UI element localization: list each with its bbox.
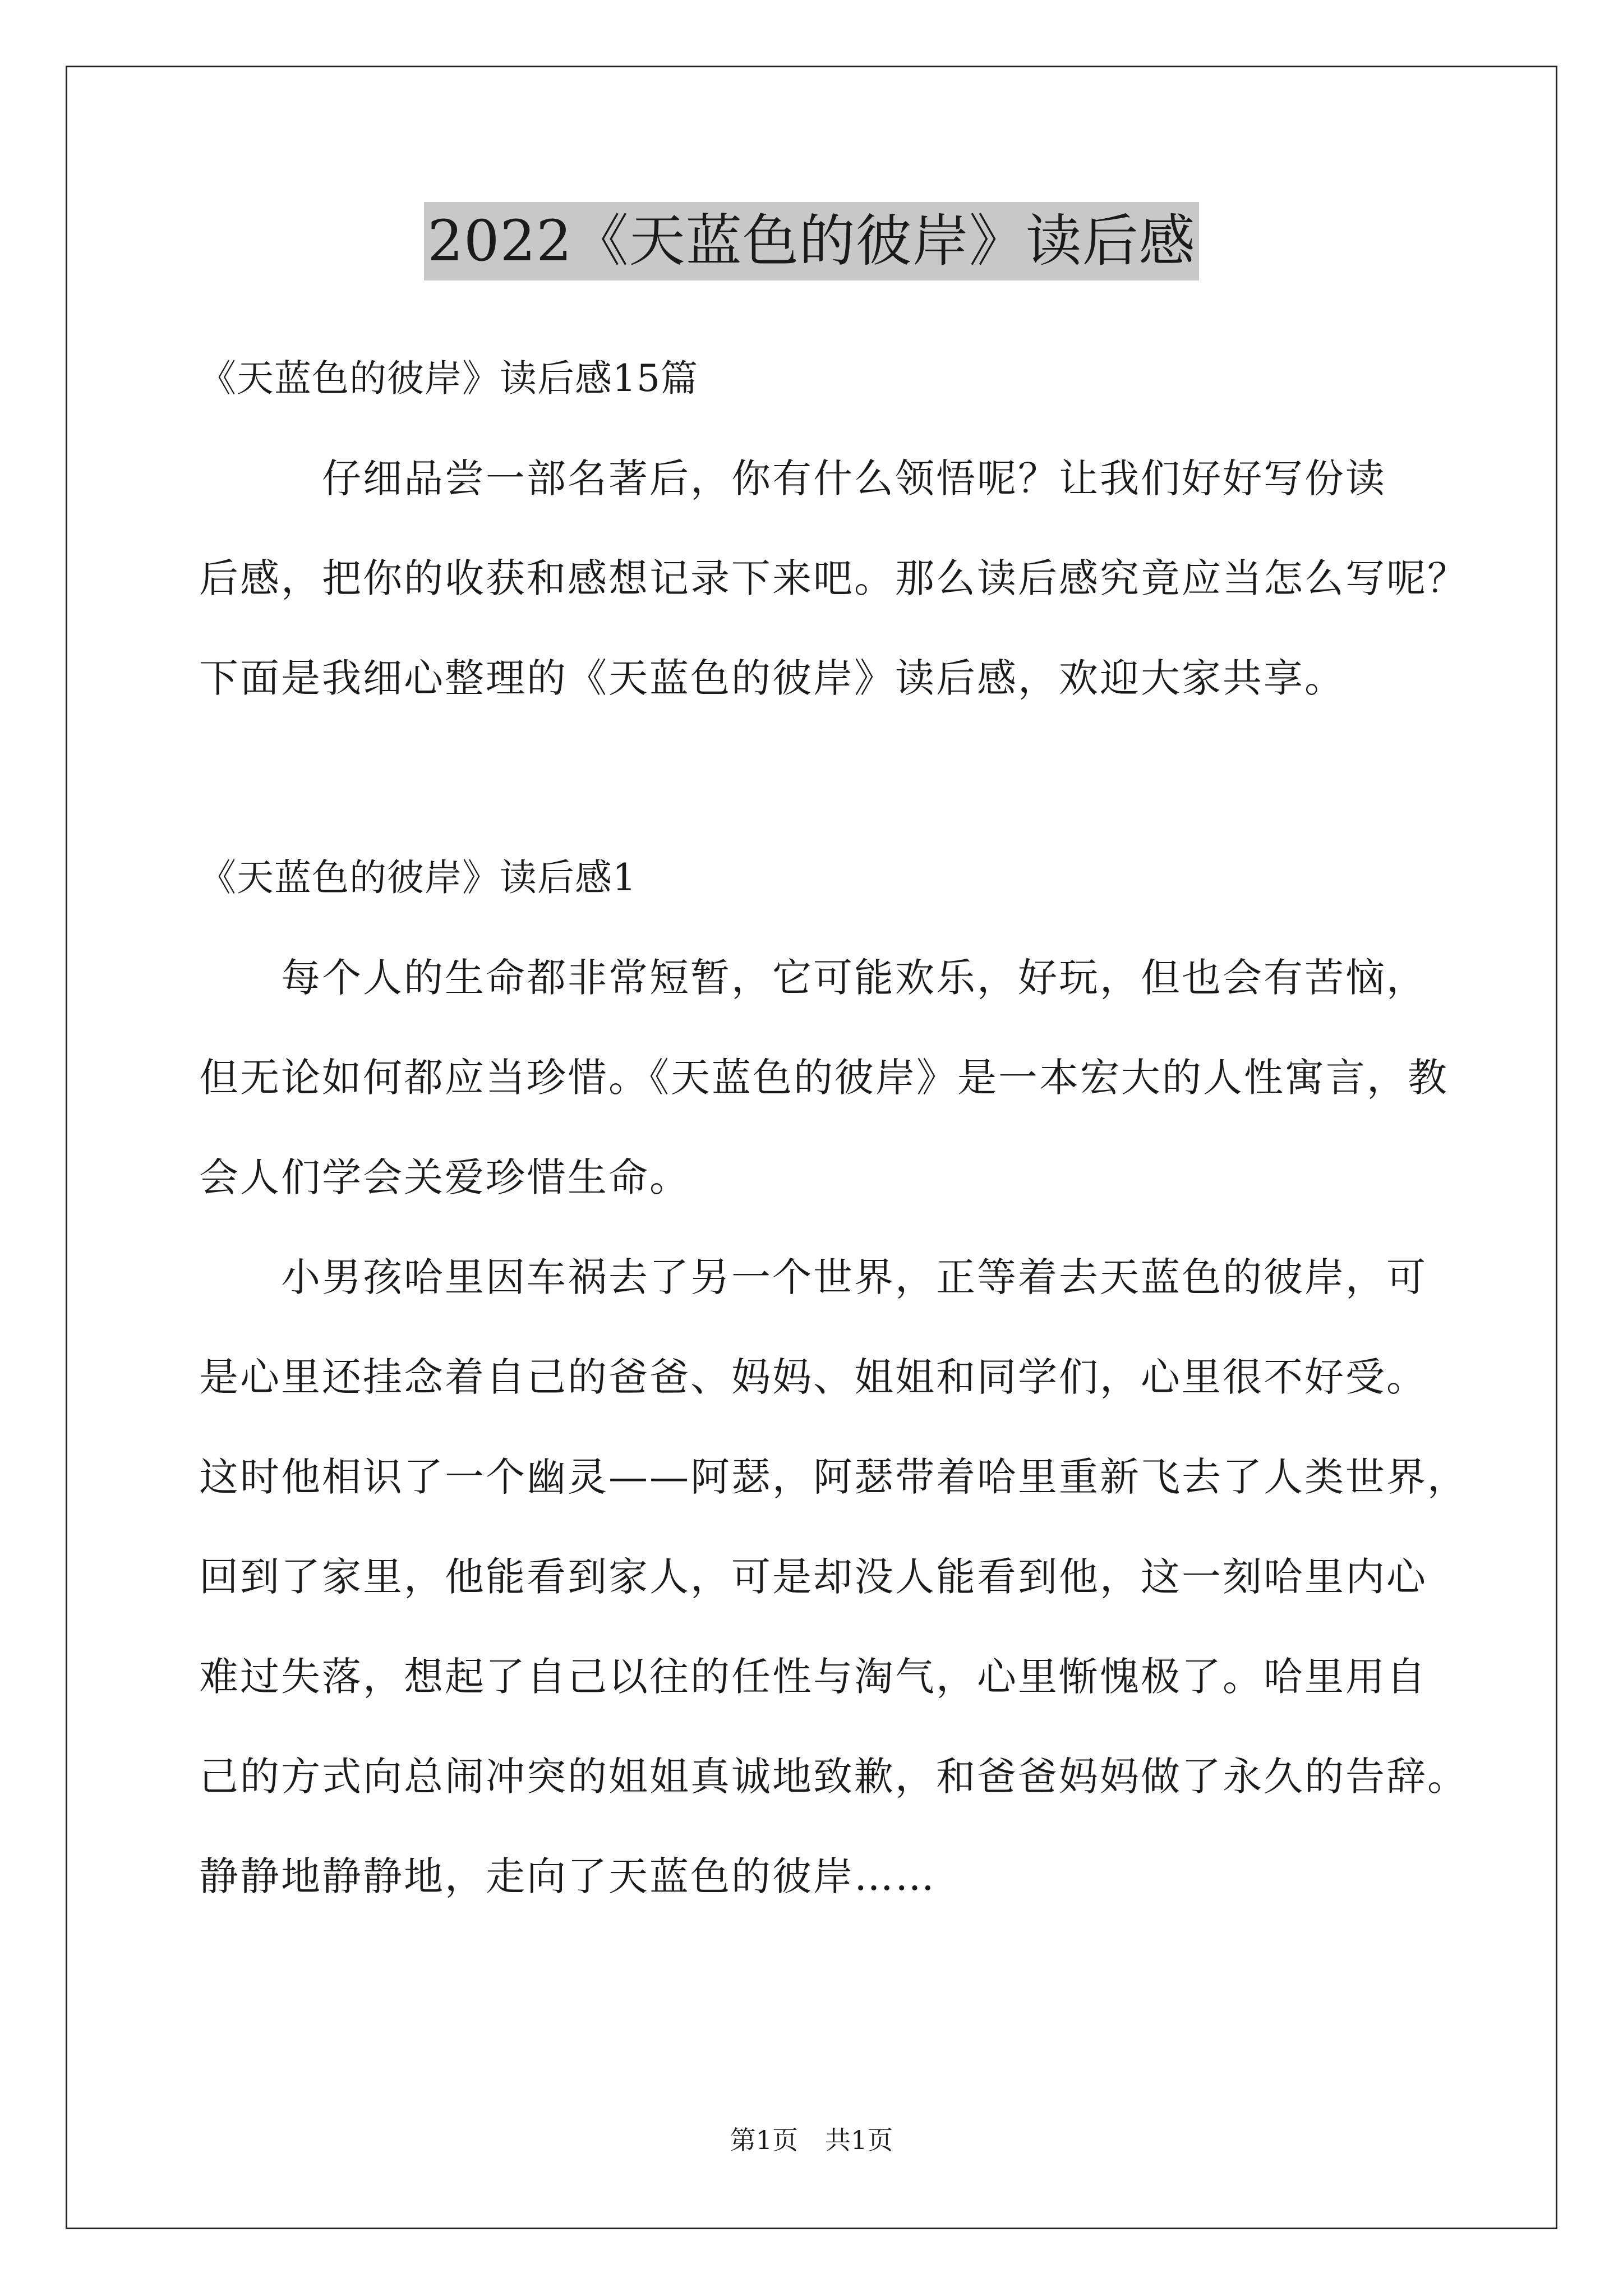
text-line: 小男孩哈里因车祸去了另一个世界，正等着去天蓝色的彼岸，可 (281, 1254, 1427, 1300)
text-line: 己的方式向总闹冲突的姐姐真诚地致歉，和爸爸妈妈做了永久的告辞。 (199, 1754, 1468, 1800)
section-heading: 《天蓝色的彼岸》读后感1 (199, 856, 637, 899)
page-number: 第1页 (730, 2125, 798, 2155)
text-line: 会人们学会关爱珍惜生命。 (199, 1154, 690, 1200)
text-line: 仔细品尝一部名著后，你有什么领悟呢？让我们好好写份读 (322, 455, 1386, 501)
text-line: 难过失落，想起了自己以往的任性与淘气，心里惭愧极了。哈里用自 (199, 1654, 1427, 1700)
text-line: 后感，把你的收获和感想记录下来吧。那么读后感究竟应当怎么写呢？ (199, 555, 1468, 601)
blank-line (199, 747, 1433, 847)
page-total: 共1页 (825, 2125, 893, 2155)
text-line: 静静地静静地，走向了天蓝色的彼岸…… (199, 1853, 936, 1899)
text-line: 回到了家里，他能看到家人，可是却没人能看到他，这一刻哈里内心 (199, 1554, 1427, 1600)
text-line: 这时他相识了一个幽灵——阿瑟，阿瑟带着哈里重新飞去了人类世界， (199, 1454, 1468, 1500)
document-title: 2022《天蓝色的彼岸》读后感 (424, 202, 1199, 280)
text-line: 是心里还挂念着自己的爸爸、妈妈、姐姐和同学们，心里很不好受。 (199, 1354, 1427, 1400)
document-body (199, 348, 1468, 1945)
text-line: 每个人的生命都非常短暂，它可能欢乐，好玩，但也会有苦恼， (281, 955, 1427, 1001)
section-heading: 《天蓝色的彼岸》读后感15篇 (199, 357, 698, 400)
title-container (0, 202, 1623, 280)
text-line: 但无论如何都应当珍惜。《天蓝色的彼岸》是一本宏大的人性寓言，教 (199, 1055, 1449, 1101)
page-footer (0, 2123, 1623, 2157)
text-line: 下面是我细心整理的《天蓝色的彼岸》读后感，欢迎大家共享。 (199, 655, 1345, 701)
